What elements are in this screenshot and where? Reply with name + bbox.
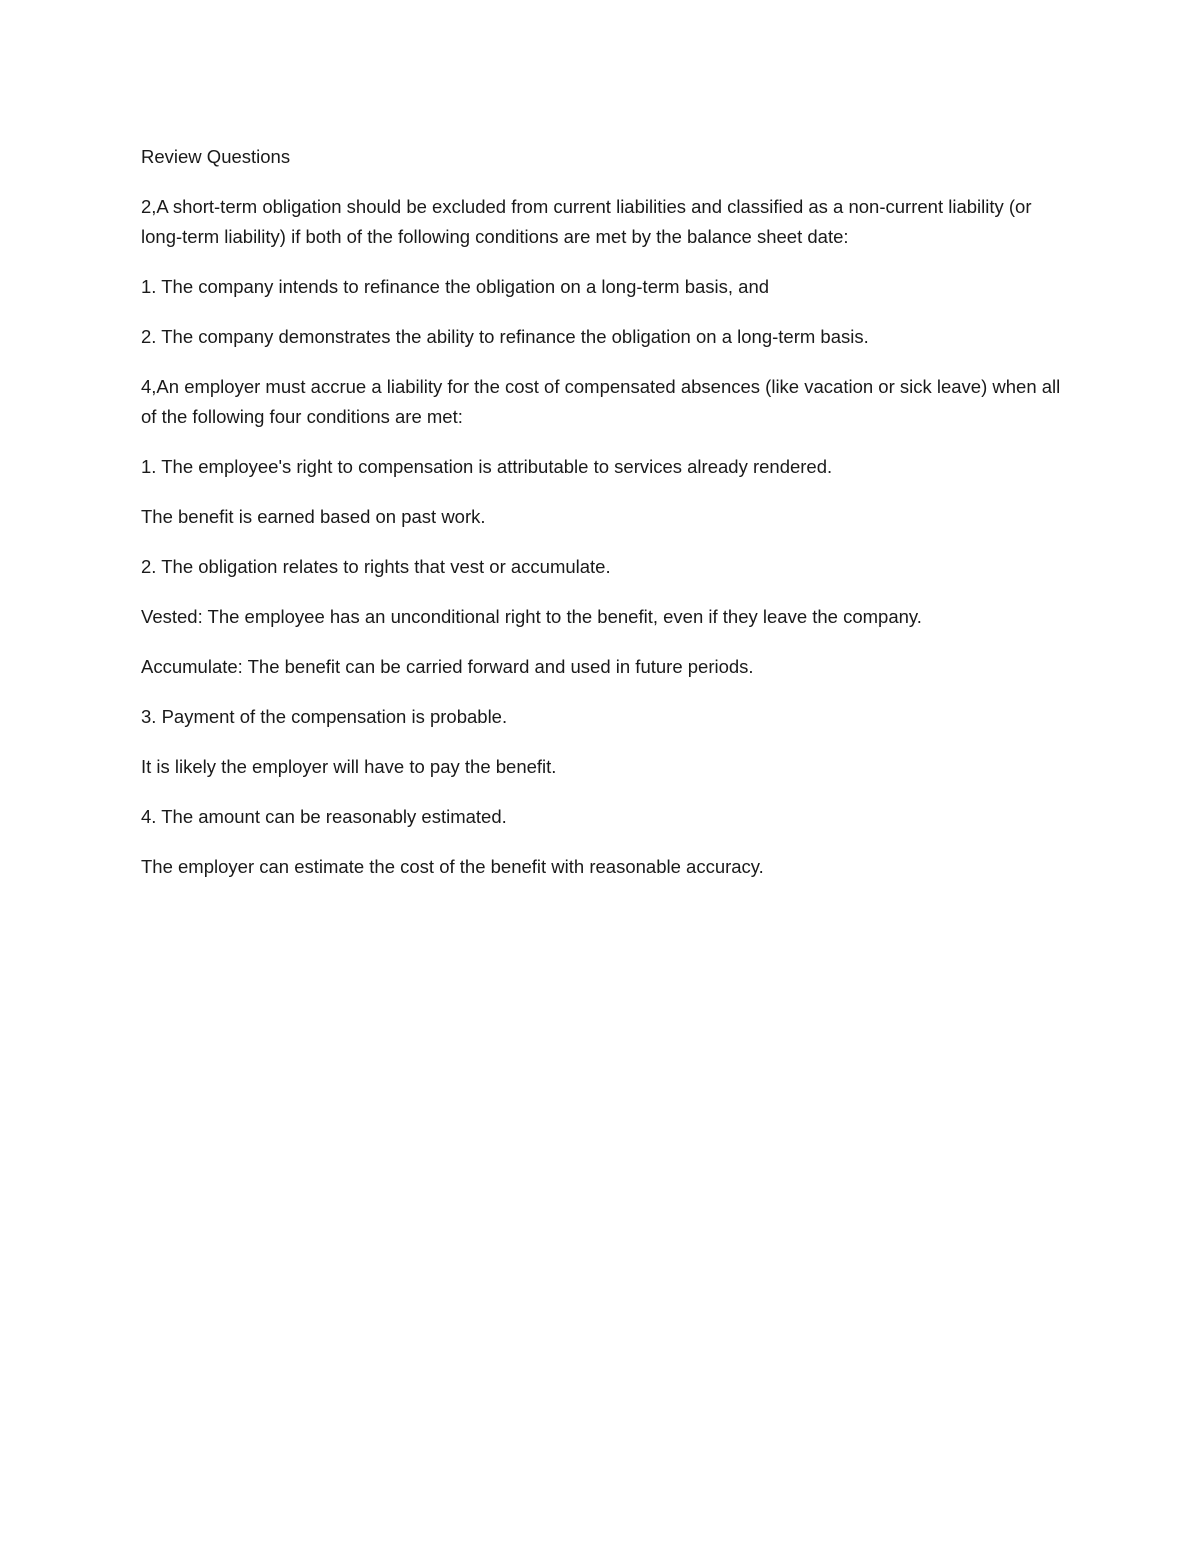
- paragraph-q4-intro: 4,An employer must accrue a liability for the cost of compensated absences (like vacation or sick leave) when all of the following four conditions are met:: [141, 376, 1061, 427]
- paragraph-q4-condition-1-note: The benefit is earned based on past work.: [141, 506, 486, 527]
- paragraph-q4-condition-4-note: The employer can estimate the cost of the benefit with reasonable accuracy.: [141, 856, 764, 877]
- document-body: [141, 142, 1061, 902]
- paragraph-q4-condition-4: 4. The amount can be reasonably estimated.: [141, 806, 507, 827]
- paragraph-q4-condition-3-note: It is likely the employer will have to pay the benefit.: [141, 756, 557, 777]
- paragraph-accumulate-definition: Accumulate: The benefit can be carried forward and used in future periods.: [141, 656, 754, 677]
- document-title: Review Questions: [141, 146, 291, 167]
- paragraph-q2-intro: 2,A short-term obligation should be excluded from current liabilities and classified as a non-current liability (or long-term liability) if both of the following conditions are met by the balance sheet date:: [141, 196, 1032, 247]
- paragraph-q4-condition-1: 1. The employee's right to compensation is attributable to services already rendered.: [141, 456, 833, 477]
- paragraph-q2-condition-2: 2. The company demonstrates the ability to refinance the obligation on a long-term basis.: [141, 326, 869, 347]
- paragraph-vested-definition: Vested: The employee has an unconditional right to the benefit, even if they leave the company.: [141, 606, 922, 627]
- paragraph-q2-condition-1: 1. The company intends to refinance the obligation on a long-term basis, and: [141, 276, 770, 297]
- paragraph-q4-condition-2: 2. The obligation relates to rights that vest or accumulate.: [141, 556, 611, 577]
- paragraph-q4-condition-3: 3. Payment of the compensation is probable.: [141, 706, 508, 727]
